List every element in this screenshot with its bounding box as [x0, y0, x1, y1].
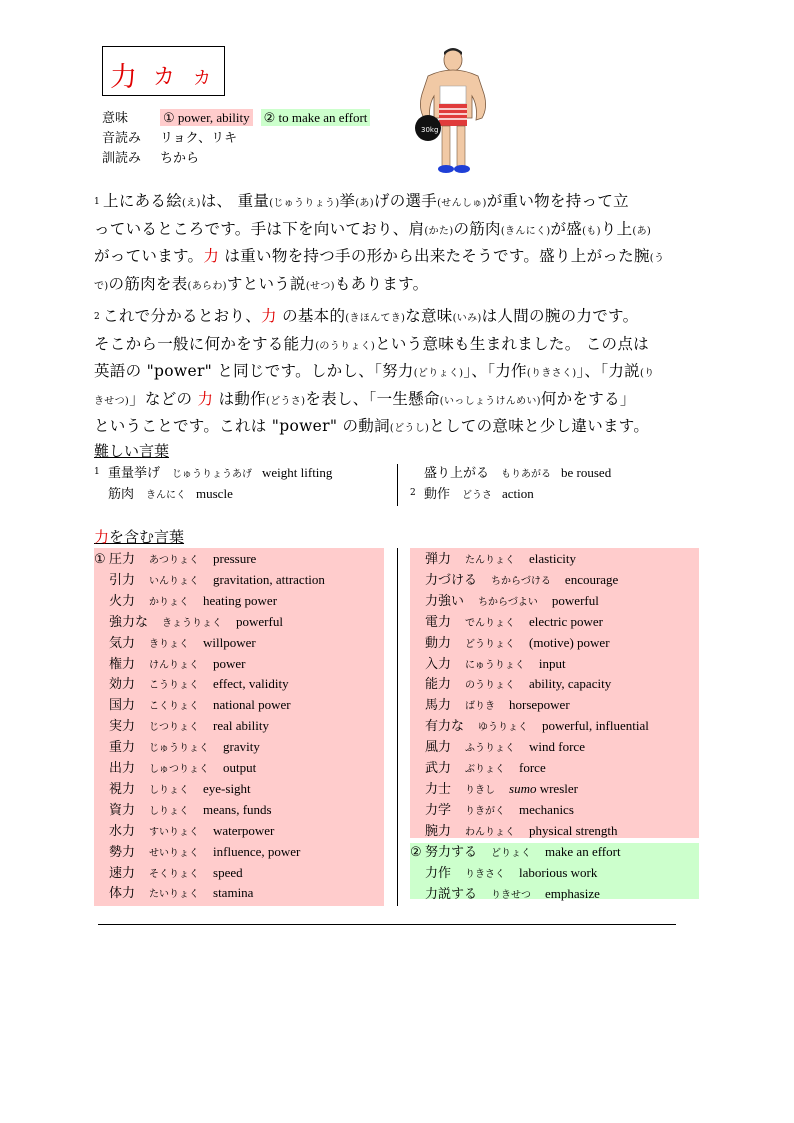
compound-word: 力学 [425, 802, 452, 818]
meaning-label: 意味 [102, 111, 129, 126]
difficult-word-row: 盛り上がる もりあがる be roused [424, 465, 612, 481]
compound-reading: りきがく [465, 805, 506, 817]
compound-english: force [519, 760, 546, 775]
compound-english: national power [213, 697, 291, 713]
compound-word-row [410, 694, 570, 715]
compound-word: 弾力 [425, 552, 452, 567]
compound-reading: ちからづよい [478, 596, 538, 608]
compound-reading: せいりょく [149, 847, 200, 859]
compound-word: 強力な [109, 614, 149, 630]
compound-reading: かりょく [149, 596, 190, 608]
compound-word-row [410, 590, 599, 611]
compound-word: 実力 [109, 719, 136, 735]
compound-word: 腕力 [425, 823, 452, 839]
compound-english: wind force [529, 739, 585, 755]
compound-word: 能力 [425, 677, 452, 693]
compound-english: powerful, influential [542, 718, 649, 734]
compound-word-row [94, 799, 272, 820]
compound-word-row [410, 757, 546, 778]
compound-english: electric power [529, 613, 603, 629]
compound-english: emphasize [545, 885, 600, 901]
compound-word-row [410, 736, 585, 757]
compound-english: make an effort [545, 844, 621, 859]
compound-reading: りきせつ [491, 889, 532, 901]
compound-word: 水力 [109, 823, 136, 839]
compound-reading: りきし [465, 784, 496, 796]
kanji-large: 力 [110, 62, 137, 93]
compound-word-row [94, 841, 300, 862]
compound-reading: いんりょく [149, 575, 200, 587]
compound-word: 馬力 [425, 698, 452, 714]
compound-word: 気力 [109, 635, 136, 651]
difficult-word-row: 2 動作 どうさ action [410, 486, 534, 502]
onyomi-label: 音読み [102, 131, 142, 146]
compound-english: elasticity [529, 551, 576, 566]
compound-word: 資力 [109, 802, 136, 818]
para2-line: きせつ)」などの 力 は動作(どうさ)を表し、「一生懸命(いっしょうけんめい)何かをする」 [94, 389, 636, 408]
compound-reading: じつりょく [149, 722, 200, 734]
compound-word: 力作 [425, 865, 452, 881]
compound-english: influence, power [213, 843, 301, 859]
compound-word-row [410, 799, 574, 820]
compound-word-row [94, 820, 274, 841]
kanji-medium: カ [153, 65, 176, 90]
para1-line: っているところです。手は下を向いており、肩(かた)の筋肉(きんにく)が盛(も)り上(あ) [94, 219, 652, 238]
compound-word-row [410, 632, 610, 653]
kunyomi-row [102, 149, 199, 169]
onyomi-value: リョク、リキ [160, 131, 238, 146]
kunyomi-label: 訓読み [102, 151, 142, 166]
compound-word: 視力 [109, 781, 136, 797]
compound-reading: ちからづける [491, 575, 551, 587]
kunyomi-value: ちから [160, 151, 200, 166]
compound-reading: のうりょく [465, 680, 516, 692]
compound-english: sumo wresler [509, 780, 578, 796]
para2-line: 英語の "power" と同じです。しかし、「努力(どりょく)」、「力作(りきさく)」、「力説(り [94, 362, 655, 380]
compound-word-row [94, 757, 256, 778]
compound-english: (motive) power [529, 634, 610, 650]
compound-english: heating power [203, 592, 278, 608]
compound-english: gravitation, attraction [213, 571, 325, 587]
compound-word-row [410, 653, 566, 674]
compound-english: ability, capacity [529, 676, 612, 692]
compound-english: gravity [223, 739, 260, 755]
compound-word-row [410, 862, 597, 883]
compound-english: encourage [564, 571, 619, 587]
compound-reading: りきさく [465, 868, 506, 880]
compound-word: 国力 [109, 698, 136, 714]
compound-word: 有力な [425, 719, 465, 735]
compound-word-row [94, 673, 289, 694]
compound-english: willpower [203, 634, 256, 650]
explanation-paragraph-1 [94, 189, 706, 299]
para1-line: $^1$ 上にある絵(え)は、 重量(じゅうりょう)挙(あ)げの選手(せんしゅ)が重い物を持って立 [94, 192, 629, 210]
compound-word: 出力 [109, 761, 136, 776]
compound-word: 力説する [425, 886, 478, 902]
difficult-word-row: 1 重量挙げ じゅうりょうあげ weight lifting [94, 465, 333, 481]
compound-reading: けんりょく [149, 659, 200, 671]
compound-word-row [94, 590, 277, 611]
compound-word-row [94, 736, 260, 757]
compound-reading: しりょく [149, 805, 190, 817]
kanji-display-box [102, 46, 225, 96]
compound-word-row [94, 778, 251, 799]
compound-reading: たいりょく [149, 889, 200, 901]
compound-word: 火力 [109, 593, 136, 609]
compounds-title: 力を含む言葉 [94, 528, 185, 546]
compound-word-row [94, 694, 291, 715]
compound-word: 風力 [425, 740, 452, 756]
compound-word: 電力 [425, 614, 452, 630]
compound-english: power [213, 655, 246, 671]
compound-word-row [94, 611, 283, 632]
compound-reading: ぶりょく [465, 764, 506, 775]
difficult-words-divider [397, 464, 398, 506]
compound-word: 勢力 [109, 844, 136, 860]
compound-english: pressure [213, 551, 257, 566]
compound-word-row [410, 820, 617, 841]
difficult-word-row: 筋肉 きんにく muscle [108, 486, 233, 502]
explanation-paragraph-2 [94, 304, 706, 442]
compound-reading: すいりょく [149, 826, 200, 838]
compound-word: 権力 [109, 656, 136, 672]
compound-word-row [410, 841, 621, 862]
compound-reading: どうりょく [465, 638, 516, 650]
compound-reading: ふうりょく [465, 743, 516, 755]
compound-english: means, funds [203, 801, 272, 817]
meaning-2: ② to make an effort [261, 109, 371, 126]
compound-word: 引力 [109, 572, 136, 588]
compound-english: powerful [236, 613, 283, 629]
compound-english: eye-sight [203, 780, 251, 796]
para1-line: で)の筋肉を表(あらわ)すという説(せつ)もあります。 [94, 274, 429, 293]
compound-word-row [410, 883, 600, 904]
compound-reading: きょうりょく [162, 617, 223, 629]
para2-line: そこから一般に何かをする能力(のうりょく)という意味も生まれました。 この点は [94, 334, 649, 353]
compound-english: input [538, 655, 566, 671]
compound-word: 動力 [425, 635, 452, 651]
compound-english: speed [213, 864, 243, 880]
compound-reading: どりょく [491, 848, 532, 859]
compound-word: 速力 [109, 865, 136, 881]
compound-word: 力づける [425, 572, 478, 588]
compound-word-row [94, 715, 269, 736]
compound-english: physical strength [529, 822, 618, 838]
difficult-words-title: 難しい言葉 [94, 442, 170, 460]
compound-english: effect, validity [213, 676, 289, 692]
compound-reading: しゅつりょく [149, 764, 210, 775]
compound-word: 力士 [425, 781, 452, 797]
compound-word: 体力 [109, 886, 136, 902]
para2-line: $^2$ これで分かるとおり、力 の基本的(きほんてき)な意味(いみ)は人間の腕の力です。 [94, 307, 639, 325]
compounds-divider [397, 548, 398, 906]
compound-reading: あつりょく [149, 555, 200, 566]
svg-text:30kg: 30kg [421, 126, 439, 134]
compound-reading: こくりょく [149, 701, 200, 713]
compound-reading: こうりょく [149, 680, 200, 692]
compound-reading: たんりょく [465, 555, 516, 566]
meaning-1: ① power, ability [160, 109, 253, 126]
compound-word-row [410, 611, 603, 632]
compound-english: mechanics [519, 801, 574, 817]
compound-word-row [94, 862, 243, 883]
meaning-row [102, 108, 370, 129]
para1-line: がっています。力 は重い物を持つ手の形から出来たそうです。盛り上がった腕(う [94, 247, 665, 265]
compound-word-row [410, 673, 611, 694]
compound-word-row [94, 882, 253, 903]
compound-word-row [410, 569, 618, 590]
compound-reading: わんりょく [465, 826, 516, 838]
para2-line: ということです。これは "power" の動詞(どうし)としての意味と少し違います。 [94, 417, 650, 435]
onyomi-row [102, 129, 237, 149]
compound-word: 効力 [109, 677, 136, 693]
compound-reading: ゆうりょく [478, 722, 529, 734]
compound-word: 力強い [425, 593, 465, 609]
compound-reading: でんりょく [465, 617, 516, 629]
compound-english: powerful [551, 592, 599, 608]
compound-english: laborious work [519, 864, 598, 880]
compound-word-row [410, 715, 649, 736]
weightlifter-illustration [406, 46, 500, 178]
compound-word: 武力 [425, 761, 452, 776]
compound-word-row [94, 632, 256, 653]
kanji-small: カ [193, 68, 211, 89]
compound-english: waterpower [213, 822, 275, 838]
compound-reading: きりょく [149, 638, 190, 650]
compound-word-row [410, 778, 578, 799]
compound-word: 重力 [109, 740, 136, 756]
compound-reading: ばりき [465, 701, 496, 713]
compound-english: output [223, 760, 257, 775]
compound-word-row [94, 653, 246, 674]
compound-word-row [410, 548, 576, 569]
compound-word: 入力 [425, 656, 452, 672]
compound-word-row [94, 548, 256, 569]
group-marker: ① [94, 552, 106, 567]
compound-reading: しりょく [149, 784, 190, 796]
group-marker: ② [410, 845, 422, 860]
compound-english: stamina [213, 885, 254, 901]
compound-word: 努力する [425, 845, 478, 860]
compound-word-row [94, 569, 325, 590]
compound-english: horsepower [509, 697, 570, 713]
compound-reading: にゅうりょく [465, 659, 525, 671]
compound-word: 圧力 [109, 552, 136, 567]
compound-reading: そくりょく [149, 868, 200, 880]
compound-reading: じゅうりょく [149, 743, 210, 755]
compound-english: real ability [213, 718, 269, 734]
bottom-rule [98, 924, 676, 925]
